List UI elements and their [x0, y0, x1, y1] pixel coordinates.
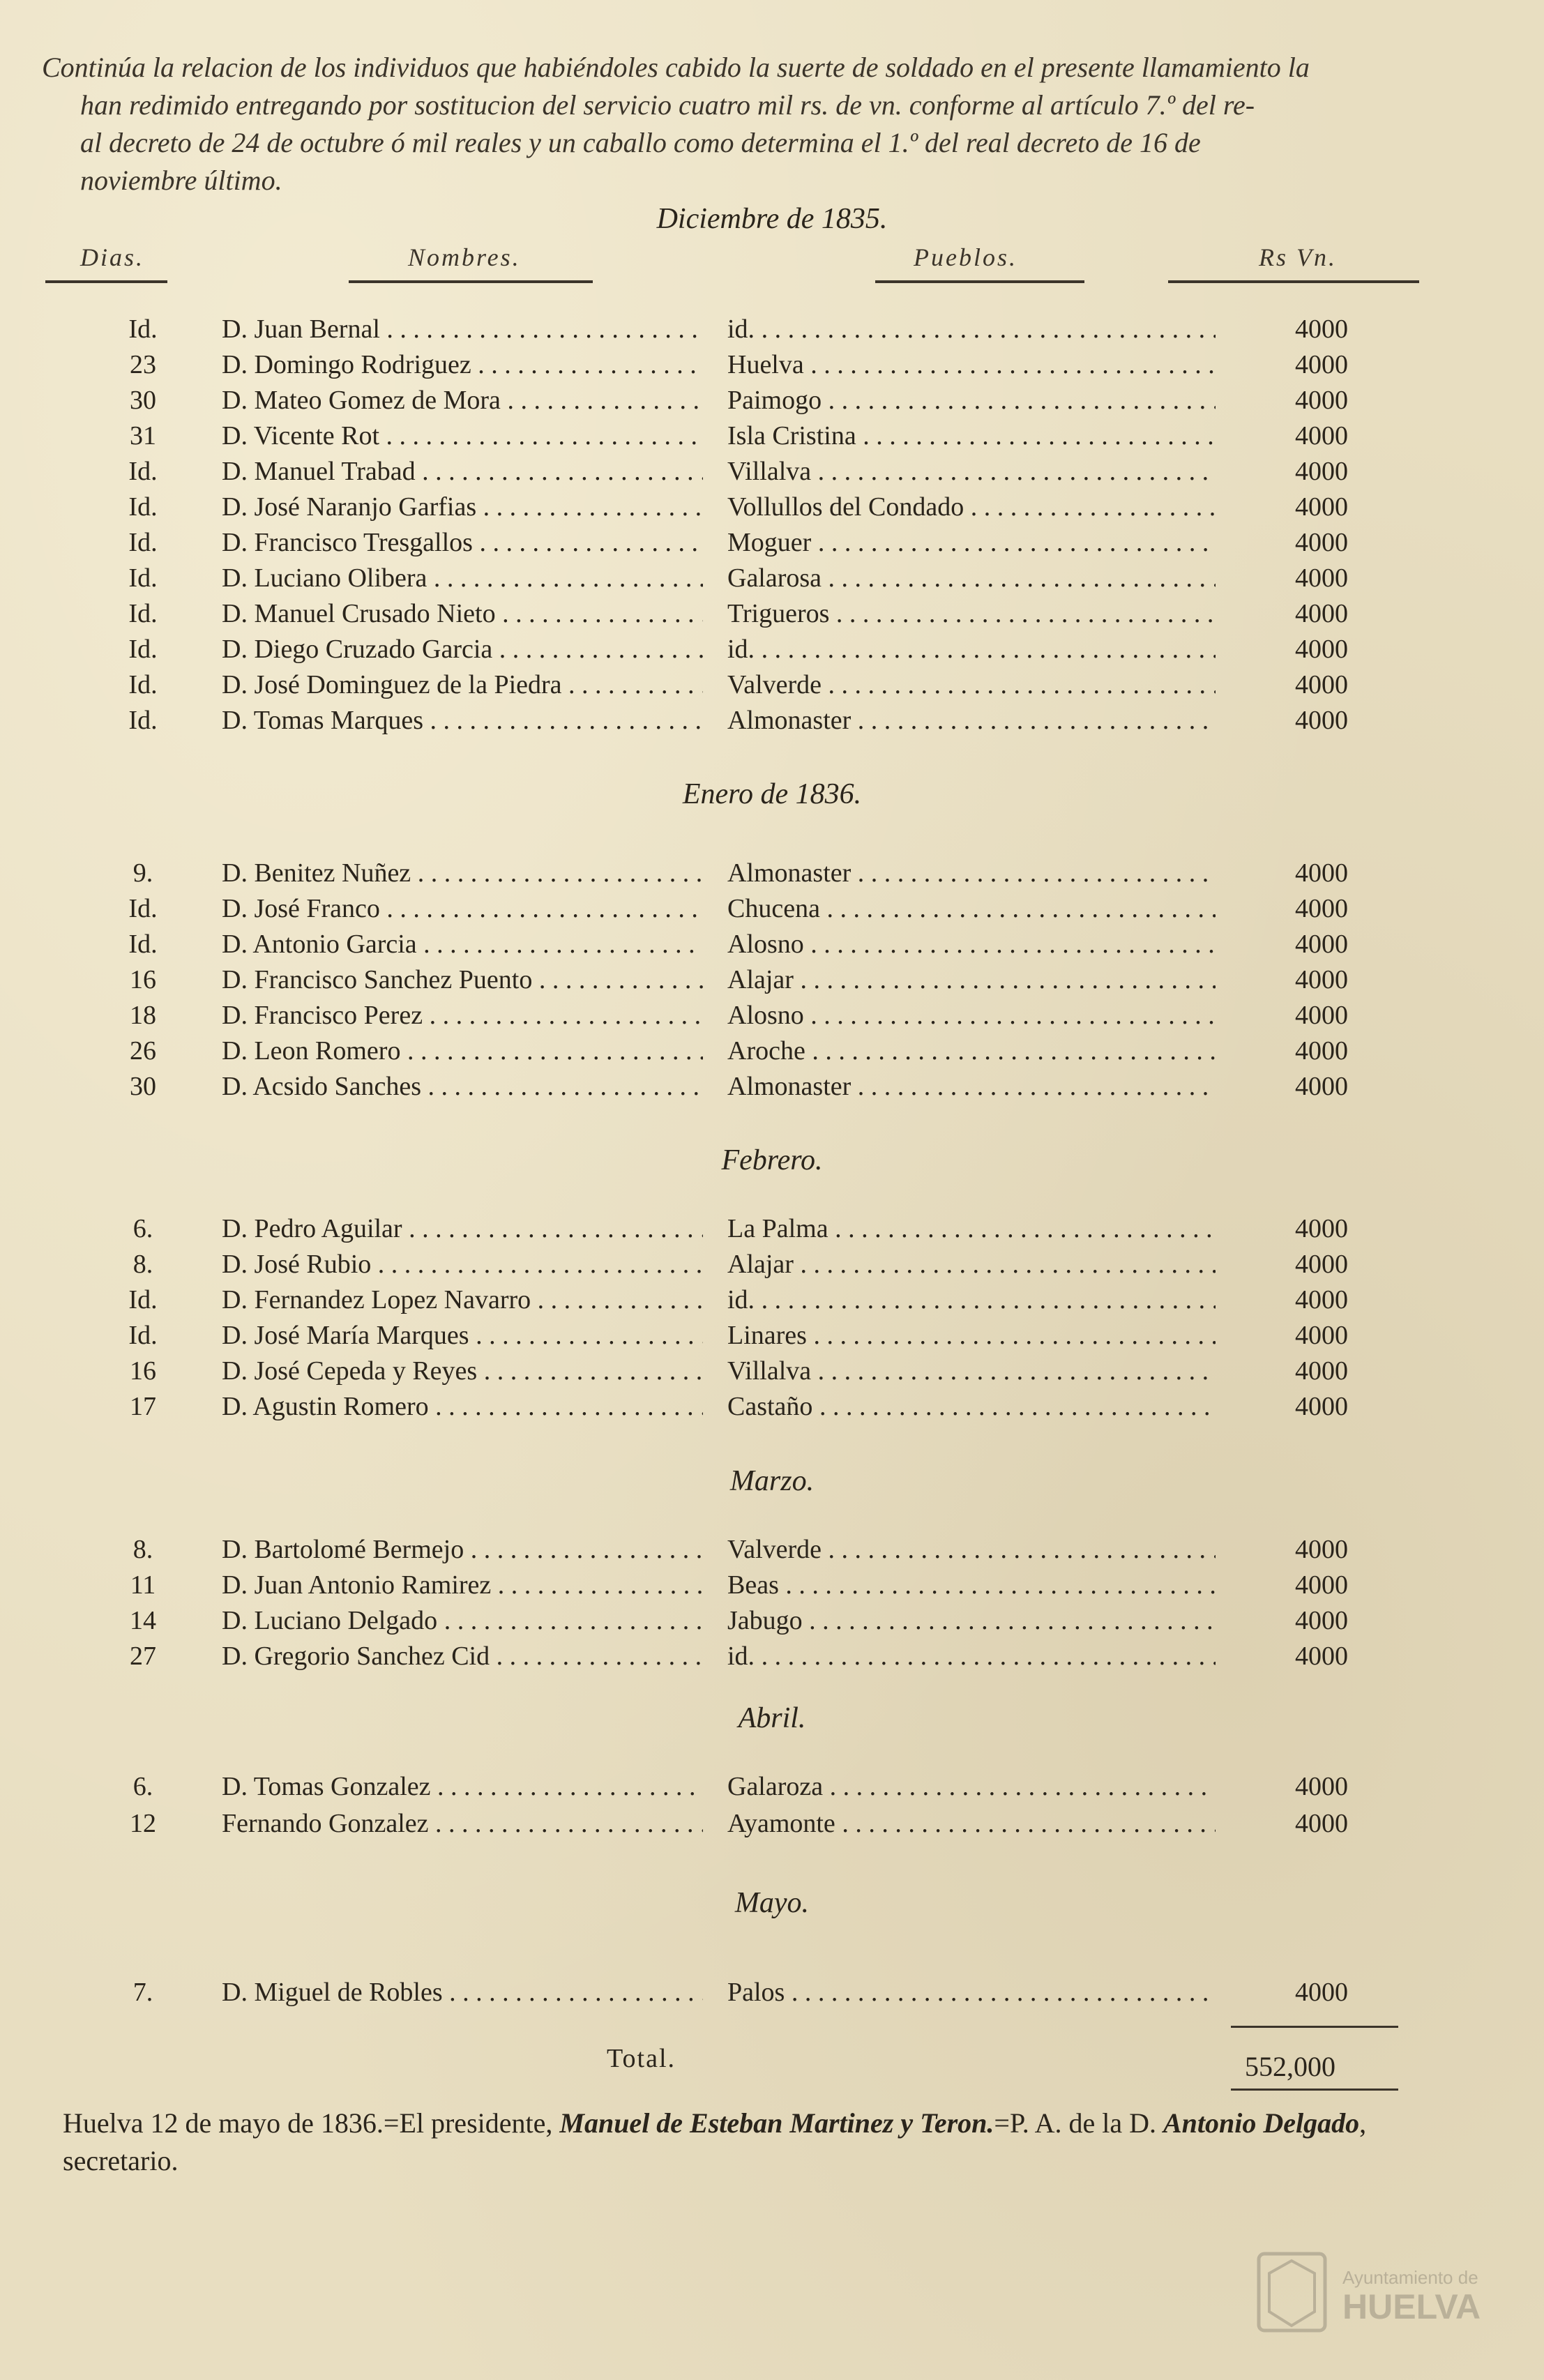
ledger-row	[0, 420, 1544, 457]
column-rule-rs-vn	[1168, 280, 1419, 283]
ledger-town: Valverde . . .	[727, 669, 1216, 700]
ledger-amount: 4000	[1295, 965, 1348, 994]
ledger-town: Isla Cristina . . .	[727, 420, 1216, 451]
ledger-name: D. José Franco . . .	[222, 893, 703, 924]
ledger-town: Alosno . . .	[727, 929, 1216, 960]
ledger-town: id. . . .	[727, 1641, 1216, 1672]
section-month-heading: Mayo.	[734, 1887, 810, 1919]
ledger-town: Chucena . . .	[727, 893, 1216, 924]
ledger-name: D. Tomas Marques . . .	[222, 705, 703, 736]
ledger-row	[0, 634, 1544, 670]
ledger-day: Id.	[128, 670, 158, 699]
ledger-town: id. . . .	[727, 634, 1216, 665]
ledger-day: 6.	[133, 1214, 153, 1243]
ledger-day: 14	[130, 1606, 156, 1635]
ledger-name: D. Manuel Crusado Nieto . . .	[222, 598, 703, 629]
column-header-rs-vn: Rs Vn.	[1259, 243, 1337, 271]
ledger-row	[0, 929, 1544, 965]
ledger-day: 26	[130, 1036, 156, 1066]
ledger-amount: 4000	[1295, 1285, 1348, 1314]
ledger-row	[0, 1000, 1544, 1036]
footer-secretary-title: , secretario.	[63, 2107, 1367, 2176]
ledger-name: D. Benitez Nuñez . . .	[222, 858, 703, 888]
ledger-amount: 4000	[1295, 1001, 1348, 1030]
ledger-row	[0, 1534, 1544, 1570]
ledger-town: Villalva . . .	[727, 456, 1216, 487]
ledger-row	[0, 349, 1544, 386]
ledger-row	[0, 1605, 1544, 1642]
ledger-row	[0, 705, 1544, 741]
ledger-town: Linares . . .	[727, 1320, 1216, 1351]
ledger-row	[0, 1320, 1544, 1356]
ledger-amount: 4000	[1295, 350, 1348, 379]
ledger-town: Aroche . . .	[727, 1036, 1216, 1066]
column-rule-nombres	[349, 280, 593, 283]
ledger-amount: 4000	[1295, 1535, 1348, 1564]
ledger-amount: 4000	[1295, 1214, 1348, 1243]
intro-paragraph	[42, 49, 1437, 199]
ledger-day: Id.	[128, 1285, 158, 1314]
ledger-row	[0, 1356, 1544, 1392]
section-month-heading: Febrero.	[721, 1144, 823, 1176]
crest-icon	[1269, 2261, 1315, 2326]
ledger-town: Ayamonte . . .	[727, 1808, 1216, 1839]
watermark-line-2: HUELVA	[1342, 2287, 1481, 2326]
ledger-day: 9.	[133, 858, 153, 888]
ledger-amount: 4000	[1295, 528, 1348, 557]
ledger-day: Id.	[128, 930, 158, 959]
ledger-name: D. Tomas Gonzalez . . .	[222, 1771, 703, 1802]
ledger-row	[0, 385, 1544, 421]
ledger-row	[0, 893, 1544, 930]
intro-line-3: al decreto de 24 de octubre ó mil reales y un caballo como determina el 1.º del real decreto de 16 de	[80, 127, 1201, 158]
ledger-town: Galaroza . . .	[727, 1771, 1216, 1802]
ledger-town: Villalva . . .	[727, 1356, 1216, 1386]
huelva-watermark-logo	[1252, 2245, 1489, 2336]
ledger-name: D. Juan Bernal . . .	[222, 314, 703, 344]
ledger-amount: 4000	[1295, 421, 1348, 450]
ledger-town: id. . . .	[727, 1284, 1216, 1315]
signature-footer	[63, 2105, 1458, 2180]
ledger-day: Id.	[128, 492, 158, 522]
ledger-name: D. Luciano Olibera . . .	[222, 563, 703, 593]
ledger-day: 7.	[133, 1978, 153, 2007]
ledger-day: Id.	[128, 528, 158, 557]
intro-line-2: han redimido entregando por sostitucion del servicio cuatro mil rs. de vn. conforme al artículo 7.º del re-	[80, 89, 1255, 121]
ledger-name: D. Mateo Gomez de Mora . . .	[222, 385, 703, 416]
ledger-row	[0, 669, 1544, 706]
ledger-amount: 4000	[1295, 1809, 1348, 1838]
ledger-amount: 4000	[1295, 1250, 1348, 1279]
footer-pa: =P. A. de la D.	[994, 2107, 1163, 2139]
ledger-town: Almonaster . . .	[727, 1071, 1216, 1102]
ledger-row	[0, 1213, 1544, 1250]
ledger-name: D. Fernandez Lopez Navarro . . .	[222, 1284, 703, 1315]
ledger-row	[0, 563, 1544, 599]
ledger-row	[0, 1641, 1544, 1677]
ledger-amount: 4000	[1295, 314, 1348, 344]
ledger-town: Beas . . .	[727, 1570, 1216, 1600]
ledger-name: D. José Naranjo Garfias . . .	[222, 492, 703, 522]
ledger-town: Castaño . . .	[727, 1391, 1216, 1422]
ledger-name: D. Francisco Tresgallos . . .	[222, 527, 703, 558]
intro-line-4: noviembre último.	[80, 165, 282, 196]
ledger-name: D. Acsido Sanches . . .	[222, 1071, 703, 1102]
watermark-line-1: Ayuntamiento de	[1342, 2267, 1478, 2288]
ledger-amount: 4000	[1295, 1072, 1348, 1101]
ledger-row	[0, 1771, 1544, 1807]
ledger-day: Id.	[128, 457, 158, 486]
ledger-town: Valverde . . .	[727, 1534, 1216, 1565]
ledger-amount: 4000	[1295, 1642, 1348, 1671]
ledger-day: Id.	[128, 1321, 158, 1350]
footer-president-name: Manuel de Esteban Martinez y Teron.	[559, 2107, 994, 2139]
ledger-row	[0, 1284, 1544, 1321]
ledger-day: 16	[130, 965, 156, 994]
ledger-day: 30	[130, 386, 156, 415]
ledger-amount: 4000	[1295, 894, 1348, 923]
ledger-amount: 4000	[1295, 492, 1348, 522]
ledger-name: D. Francisco Sanchez Puento . . .	[222, 964, 703, 995]
ledger-day: 11	[130, 1570, 156, 1600]
ledger-amount: 4000	[1295, 670, 1348, 699]
ledger-amount: 4000	[1295, 599, 1348, 628]
ledger-day: 8.	[133, 1250, 153, 1279]
ledger-name: D. Agustin Romero . . .	[222, 1391, 703, 1422]
column-header-dias: Dias.	[80, 243, 145, 271]
ledger-name: D. Bartolomé Bermejo . . .	[222, 1534, 703, 1565]
ledger-amount: 4000	[1295, 1392, 1348, 1421]
total-rule-bottom	[1231, 2089, 1398, 2091]
ledger-town: Palos . . .	[727, 1977, 1216, 2008]
ledger-amount: 4000	[1295, 930, 1348, 959]
ledger-name: D. Luciano Delgado . . .	[222, 1605, 703, 1636]
section-month-heading: Marzo.	[729, 1465, 815, 1497]
column-rule-pueblos	[875, 280, 1084, 283]
ledger-name: D. Francisco Perez . . .	[222, 1000, 703, 1031]
ledger-town: Alajar . . .	[727, 1249, 1216, 1280]
ledger-name: D. Pedro Aguilar . . .	[222, 1213, 703, 1244]
section-month-heading: Enero de 1836.	[682, 778, 862, 810]
ledger-name: D. Diego Cruzado Garcia . . .	[222, 634, 703, 665]
ledger-town: La Palma . . .	[727, 1213, 1216, 1244]
ledger-name: D. José María Marques . . .	[222, 1320, 703, 1351]
ledger-name: D. Domingo Rodriguez . . .	[222, 349, 703, 380]
ledger-amount: 4000	[1295, 1606, 1348, 1635]
ledger-day: 12	[130, 1809, 156, 1838]
ledger-town: Alosno . . .	[727, 1000, 1216, 1031]
ledger-row	[0, 1808, 1544, 1844]
section-month-heading: Abril.	[738, 1702, 806, 1734]
ledger-town: Almonaster . . .	[727, 705, 1216, 736]
ledger-town: Trigueros . . .	[727, 598, 1216, 629]
ledger-name: D. José Cepeda y Reyes . . .	[222, 1356, 703, 1386]
ledger-amount: 4000	[1295, 457, 1348, 486]
ledger-name: D. Gregorio Sanchez Cid . . .	[222, 1641, 703, 1672]
ledger-row	[0, 1071, 1544, 1107]
column-header-nombres: Nombres.	[408, 243, 521, 271]
ledger-town: Vollullos del Condado . . .	[727, 492, 1216, 522]
ledger-day: 23	[130, 350, 156, 379]
ledger-amount: 4000	[1295, 1036, 1348, 1066]
ledger-day: 31	[130, 421, 156, 450]
ledger-day: Id.	[128, 635, 158, 664]
ledger-town: Jabugo . . .	[727, 1605, 1216, 1636]
ledger-amount: 4000	[1295, 563, 1348, 593]
ledger-town: Galarosa . . .	[727, 563, 1216, 593]
ledger-name: D. Leon Romero . . .	[222, 1036, 703, 1066]
ledger-day: 17	[130, 1392, 156, 1421]
ledger-row	[0, 858, 1544, 894]
ledger-day: Id.	[128, 563, 158, 593]
ledger-name: Fernando Gonzalez . . .	[222, 1808, 703, 1839]
ledger-row	[0, 527, 1544, 563]
intro-line-1: Continúa la relacion de los individuos que habiéndoles cabido la suerte de soldado en el presente llamamiento la	[42, 52, 1310, 83]
ledger-town: Huelva . . .	[727, 349, 1216, 380]
total-rule	[1231, 2026, 1398, 2028]
ledger-amount: 4000	[1295, 1356, 1348, 1386]
ledger-amount: 4000	[1295, 1978, 1348, 2007]
ledger-day: Id.	[128, 314, 158, 344]
ledger-day: 30	[130, 1072, 156, 1101]
ledger-day: 6.	[133, 1772, 153, 1801]
ledger-name: D. José Rubio . . .	[222, 1249, 703, 1280]
ledger-day: 27	[130, 1642, 156, 1671]
ledger-day: 18	[130, 1001, 156, 1030]
ledger-town: Almonaster . . .	[727, 858, 1216, 888]
ledger-row	[0, 1391, 1544, 1427]
ledger-day: Id.	[128, 894, 158, 923]
ledger-town: Paimogo . . .	[727, 385, 1216, 416]
ledger-name: D. Vicente Rot . . .	[222, 420, 703, 451]
ledger-day: Id.	[128, 599, 158, 628]
ledger-amount: 4000	[1295, 1321, 1348, 1350]
total-label: Total.	[607, 2044, 676, 2073]
footer-secretary-name: Antonio Delgado	[1163, 2107, 1360, 2139]
ledger-amount: 4000	[1295, 858, 1348, 888]
column-rule-dias	[45, 280, 167, 283]
ledger-name: D. Antonio Garcia . . .	[222, 929, 703, 960]
ledger-name: D. José Dominguez de la Piedra . . .	[222, 669, 703, 700]
ledger-amount: 4000	[1295, 706, 1348, 735]
column-header-pueblos: Pueblos.	[914, 243, 1017, 271]
ledger-row	[0, 1036, 1544, 1072]
footer-place-date: Huelva 12 de mayo de 1836.=El presidente,	[63, 2107, 560, 2139]
ledger-row	[0, 456, 1544, 492]
ledger-row	[0, 1977, 1544, 2013]
ledger-row	[0, 598, 1544, 635]
ledger-name: D. Miguel de Robles . . .	[222, 1977, 703, 2008]
ledger-row	[0, 492, 1544, 528]
ledger-day: Id.	[128, 706, 158, 735]
ledger-day: 16	[130, 1356, 156, 1386]
ledger-day: 8.	[133, 1535, 153, 1564]
ledger-town: Moguer . . .	[727, 527, 1216, 558]
ledger-row	[0, 314, 1544, 350]
ledger-amount: 4000	[1295, 386, 1348, 415]
ledger-row	[0, 1570, 1544, 1606]
ledger-town: Alajar . . .	[727, 964, 1216, 995]
ledger-town: id. . . .	[727, 314, 1216, 344]
ledger-amount: 4000	[1295, 1570, 1348, 1600]
ledger-row	[0, 964, 1544, 1001]
total-value: 552,000	[1245, 2051, 1335, 2082]
ledger-amount: 4000	[1295, 1772, 1348, 1801]
ledger-name: D. Manuel Trabad . . .	[222, 456, 703, 487]
section-month-heading: Diciembre de 1835.	[656, 203, 888, 235]
ledger-row	[0, 1249, 1544, 1285]
ledger-amount: 4000	[1295, 635, 1348, 664]
ledger-name: D. Juan Antonio Ramirez . . .	[222, 1570, 703, 1600]
